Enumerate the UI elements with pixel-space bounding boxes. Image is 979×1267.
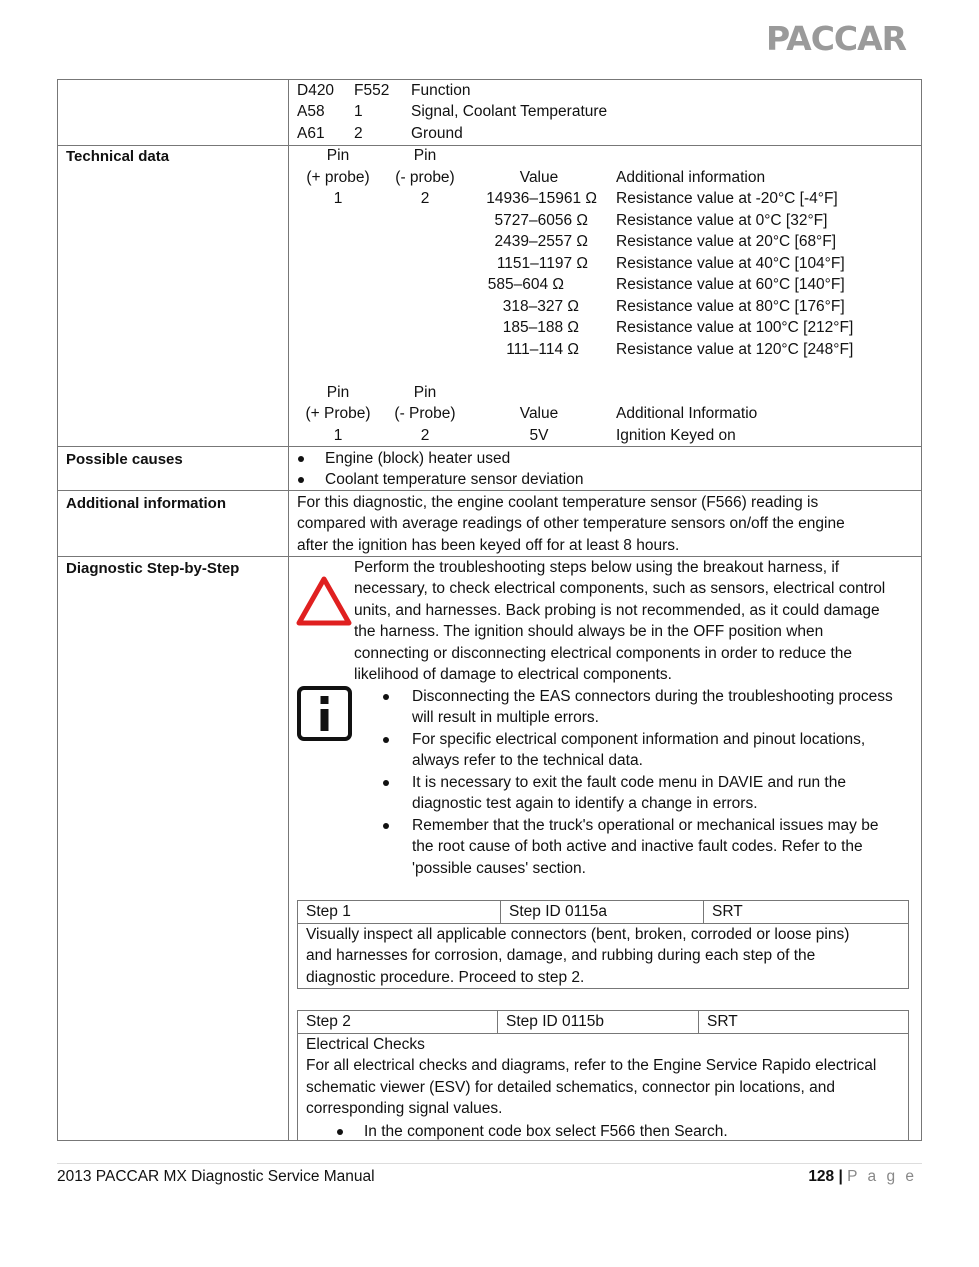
pin-plus: 1 <box>333 427 343 444</box>
list-item: Disconnecting the EAS connectors during the troubleshooting process <box>412 688 893 705</box>
text-line: corresponding signal values. <box>306 1100 503 1117</box>
text-line: units, and harnesses. Back probing is not recommended, as it could damage <box>354 602 880 619</box>
column-header: (+ Probe) <box>305 405 371 422</box>
column-header: Pin <box>413 384 437 401</box>
column-header: Additional Informatio <box>616 405 758 422</box>
resistance-info: Resistance value at 20°C [68°F] <box>616 233 837 250</box>
voltage-info: Ignition Keyed on <box>616 427 736 444</box>
bullet-icon <box>383 823 389 829</box>
info-icon <box>297 686 352 741</box>
pin-minus: 2 <box>420 190 430 207</box>
list-item: It is necessary to exit the fault code menu in DAVIE and run the <box>412 774 846 791</box>
row-divider <box>57 145 922 146</box>
column-header: (- Probe) <box>394 405 456 422</box>
connector-cell: F552 <box>354 82 390 99</box>
resistance-value: 318–327 Ω <box>502 298 579 315</box>
list-item: In the component code box select F566 then Search. <box>364 1123 728 1140</box>
resistance-info: Resistance value at 60°C [140°F] <box>616 276 845 293</box>
voltage-value: 5V <box>529 427 549 444</box>
resistance-value: 14936–15961 Ω <box>486 190 597 207</box>
connector-cell: Ground <box>411 125 463 142</box>
list-item: Remember that the truck's operational or mechanical issues may be <box>412 817 879 834</box>
text-line: and harnesses for corrosion, damage, and rubbing during each step of the <box>306 947 816 964</box>
paccar-logo: PACCAR <box>766 19 907 58</box>
connector-cell: D420 <box>297 82 335 99</box>
text-line: necessary, to check electrical components, such as sensors, electrical control <box>354 580 886 597</box>
step-srt: SRT <box>712 903 743 920</box>
resistance-info: Resistance value at 40°C [104°F] <box>616 255 845 272</box>
bullet-icon <box>337 1129 343 1135</box>
step-number: Step 1 <box>298 901 501 923</box>
list-item: For specific electrical component information and pinout locations, <box>412 731 866 748</box>
list-item: Engine (block) heater used <box>325 450 511 467</box>
text-line: after the ignition has been keyed off for at least 8 hours. <box>297 537 680 554</box>
column-header: (+ probe) <box>306 169 370 186</box>
resistance-value: 111–114 Ω <box>506 341 579 358</box>
resistance-value: 1151–1197 Ω <box>496 255 588 272</box>
text-line: schematic viewer (ESV) for detailed schematics, connector pin locations, and <box>306 1079 835 1096</box>
page-separator: | <box>838 1168 843 1185</box>
technical-data-label: Technical data <box>66 148 170 165</box>
resistance-value: 5727–6056 Ω <box>494 212 588 229</box>
footer-title: 2013 PACCAR MX Diagnostic Service Manual <box>57 1168 375 1185</box>
warning-icon <box>296 575 352 627</box>
pin-minus: 2 <box>420 427 430 444</box>
resistance-info: Resistance value at 80°C [176°F] <box>616 298 845 315</box>
bullet-icon <box>383 737 389 743</box>
connector-cell: Signal, Coolant Temperature <box>411 103 608 120</box>
possible-causes-label: Possible causes <box>66 451 183 468</box>
step-1-table <box>297 900 909 989</box>
resistance-value: 2439–2557 Ω <box>494 233 588 250</box>
page-number: 128 <box>808 1168 835 1185</box>
column-header: (- probe) <box>395 169 455 186</box>
step-id: Step ID 0115a <box>501 901 704 923</box>
list-item: 'possible causes' section. <box>412 860 586 877</box>
row-divider <box>57 446 922 447</box>
pin-plus: 1 <box>333 190 343 207</box>
column-header: Additional information <box>616 169 766 186</box>
resistance-value: 585–604 Ω <box>487 276 564 293</box>
resistance-info: Resistance value at 100°C [212°F] <box>616 319 854 336</box>
resistance-info: Resistance value at 120°C [248°F] <box>616 341 854 358</box>
page-word: P a g e <box>847 1168 917 1185</box>
step-number: Step 2 <box>298 1011 498 1033</box>
bullet-icon <box>383 694 389 700</box>
column-header: Value <box>519 169 559 186</box>
list-item: the root cause of both active and inactive fault codes. Refer to the <box>412 838 863 855</box>
bullet-icon <box>298 477 304 483</box>
connector-cell: 2 <box>354 125 363 142</box>
text-line: diagnostic procedure. Proceed to step 2. <box>306 969 585 986</box>
text-line: connecting or disconnecting electrical components in order to reduce the <box>354 645 853 662</box>
column-header: Pin <box>326 147 350 164</box>
connector-cell: A58 <box>297 103 325 120</box>
text-line: the harness. The ignition should always be in the OFF position when <box>354 623 824 640</box>
step-title: Electrical Checks <box>306 1036 425 1053</box>
column-divider <box>288 79 289 1141</box>
text-line: For this diagnostic, the engine coolant temperature sensor (F566) reading is <box>297 494 819 511</box>
footer-divider <box>57 1163 922 1164</box>
step-id: Step ID 0115b <box>498 1011 699 1033</box>
step-2-table <box>297 1010 909 1141</box>
list-item: always refer to the technical data. <box>412 752 643 769</box>
column-header: Value <box>519 405 559 422</box>
resistance-info: Resistance value at -20°C [-4°F] <box>616 190 838 207</box>
resistance-value: 185–188 Ω <box>502 319 579 336</box>
text-line: likelihood of damage to electrical components. <box>354 666 672 683</box>
list-item: diagnostic test again to identify a change in errors. <box>412 795 758 812</box>
list-item: will result in multiple errors. <box>412 709 599 726</box>
diagnostic-label: Diagnostic Step-by-Step <box>66 560 240 577</box>
list-item: Coolant temperature sensor deviation <box>325 471 584 488</box>
column-header: Pin <box>326 384 350 401</box>
column-header: Pin <box>413 147 437 164</box>
text-line: compared with average readings of other temperature sensors on/off the engine <box>297 515 845 532</box>
bullet-icon <box>383 780 389 786</box>
step-srt: SRT <box>707 1013 738 1030</box>
additional-information-label: Additional information <box>66 495 226 512</box>
text-line: Visually inspect all applicable connectors (bent, broken, corroded or loose pins) <box>306 926 850 943</box>
connector-cell: Function <box>411 82 471 99</box>
resistance-info: Resistance value at 0°C [32°F] <box>616 212 828 229</box>
bullet-icon <box>298 456 304 462</box>
connector-cell: 1 <box>354 103 363 120</box>
text-line: For all electrical checks and diagrams, refer to the Engine Service Rapido electrical <box>306 1057 877 1074</box>
connector-cell: A61 <box>297 125 325 142</box>
text-line: Perform the troubleshooting steps below using the breakout harness, if <box>354 559 840 576</box>
page-footer <box>808 1168 917 1186</box>
